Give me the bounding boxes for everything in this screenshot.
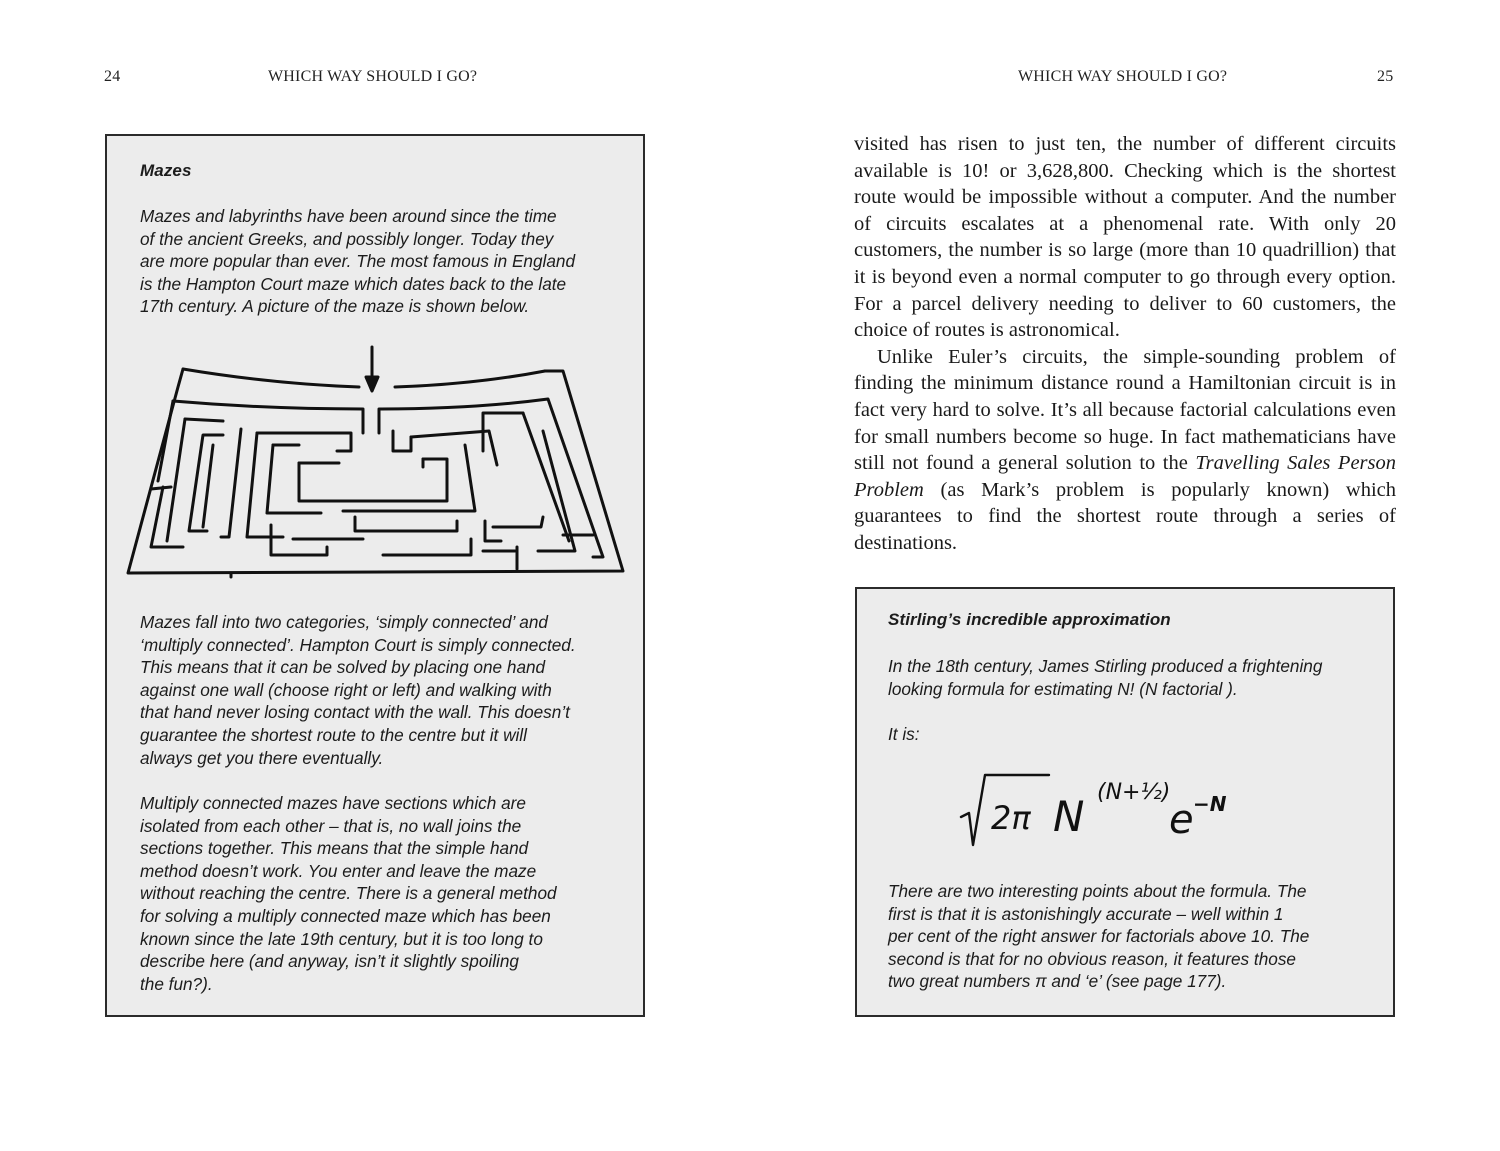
- multiply-connected-paragraph: Multiply connected mazes have sections which are isolated from each other – that is, no wall joins the sections together. This means that the simple hand method doesn’t work. You enter and leave the maze without reaching the centre. There is a general method for solving a multiply connected maze which has been known since the late 19th century, but it is too long to describe here (and anyway, isn’t it slightly spoiling the fun?).: [140, 793, 557, 994]
- running-title: WHICH WAY SHOULD I GO?: [1018, 68, 1228, 85]
- body-text: [854, 131, 1396, 557]
- mazes-categories-paragraph: Mazes fall into two categories, ‘simply connected’ and ‘multiply connected’. Hampton Court is simply connected. This means that it can be solved by placing one hand against one wall (choose right or left) and walking with that hand never losing contact with the wall. This doesn’t guarantee the shortest route to the centre but it will always get you there eventually.: [140, 612, 576, 768]
- stirling-intro-paragraph: In the 18th century, James Stirling produced a frightening looking formula for estimating N! (N factorial ).: [888, 656, 1323, 699]
- stirling-accuracy-paragraph: There are two interesting points about the formula. The first is that it is astonishingly accurate – well within 1 per cent of the right answer for factorials above 10. The second is that for no obvious reason, it features those two great numbers π and ‘e’ (see page 177).: [888, 881, 1310, 992]
- stirling-formula: [957, 757, 1257, 849]
- formula-e-exponent: −N: [1193, 792, 1227, 816]
- hampton-court-maze-illustration: [123, 341, 628, 581]
- right-page: [750, 0, 1500, 1151]
- mazes-sidebar-box: [105, 134, 645, 1017]
- formula-exponent: (N+½): [1097, 780, 1171, 805]
- stirling-heading: Stirling’s incredible approximation: [888, 610, 1171, 629]
- mazes-heading: Mazes: [140, 161, 192, 180]
- formula-e: e: [1169, 797, 1194, 843]
- problem-name-italic: Travelling Sales Person Problem: [854, 452, 1396, 501]
- body-text-run: (as Mark’s problem is popularly known) which guarantees to find the shortest route through a series of destinations.: [854, 478, 1396, 554]
- page-number: 24: [104, 68, 121, 85]
- body-paragraph: visited has risen to just ten, the number of different circuits available is 10! or 3,628,800. Checking which is the shortest route would be impossible without a computer. And the number of circuits escalates at a phenomenal rate. With only 20 customers, the number is so large (more than 10 quadrillion) that it is beyond even a normal computer to go through every option. For a parcel delivery needing to deliver to 60 customers, the choice of routes is astronomical.: [854, 133, 1396, 342]
- formula-base: N: [1053, 792, 1085, 841]
- page-number: 25: [1377, 68, 1394, 85]
- running-title: WHICH WAY SHOULD I GO?: [268, 68, 478, 85]
- mazes-intro-paragraph: Mazes and labyrinths have been around since the time of the ancient Greeks, and possibly longer. Today they are more popular than ever. The most famous in England is the Hampton Court maze which dates back to the late 17th century. A picture of the maze is shown below.: [140, 206, 576, 317]
- it-is-label: It is:: [888, 724, 920, 744]
- stirling-sidebar-box: [855, 587, 1395, 1017]
- formula-radicand: 2π: [991, 799, 1031, 837]
- body-paragraph: [854, 344, 1396, 557]
- body-text-run: Unlike Euler’s circuits, the simple-sounding problem of finding the minimum distance round a Hamiltonian circuit is in fact very hard to solve. It’s all because factorial calculations even for small numbers become so huge. In fact mathematicians have still not found a general solution to the: [854, 345, 1396, 475]
